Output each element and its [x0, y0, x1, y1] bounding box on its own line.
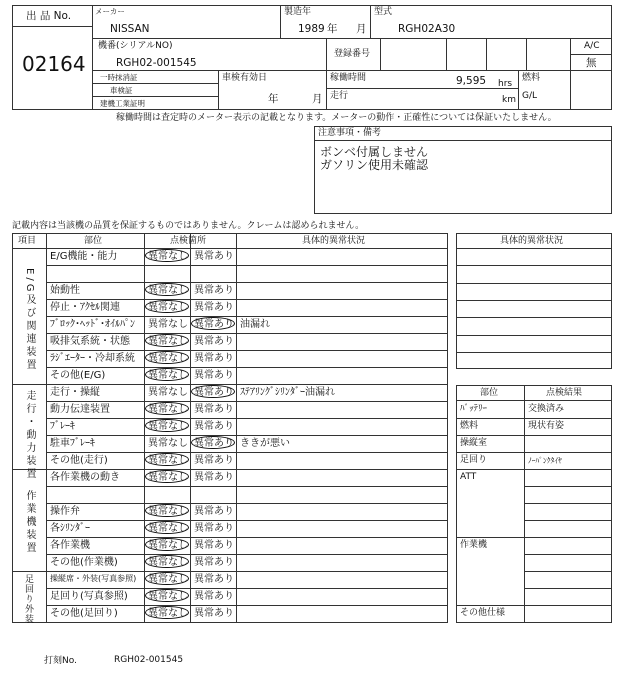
serial-value: RGH02-001545: [116, 57, 197, 69]
check-normal: 異常なし: [148, 608, 188, 619]
stamp-value: RGH02-001545: [114, 655, 184, 665]
result-part-work: 作業機: [460, 540, 488, 550]
check-normal: 異常なし: [148, 251, 188, 262]
selected-normal-mark: [145, 419, 189, 432]
section-label-work: 作業機装置: [24, 490, 35, 555]
row-part: その他(E/G): [50, 370, 106, 381]
hours-notice: 稼働時間は査定時のメーター表示の記載となります。メーターの動作・正確性については保証いたしません。: [116, 113, 557, 123]
result-part-att: ATT: [460, 472, 477, 482]
result-part-fuel: 燃料: [460, 421, 479, 431]
result-header-part: 部位: [480, 388, 499, 398]
side-detail-header: 具体的異常状況: [500, 236, 564, 246]
check-normal: 異常なし: [148, 370, 188, 381]
inspection-month-unit: 月: [312, 93, 323, 105]
result-value-undercarriage: ﾉｰﾊﾟﾝｸﾀｲﾔ: [528, 456, 562, 465]
inspection-year-unit: 年: [268, 93, 279, 105]
selected-normal-mark: [145, 470, 189, 483]
check-normal: 異常なし: [148, 285, 188, 296]
quality-notice: 記載内容は当該機の品質を保証するものではありません。クレームは認められません。: [12, 221, 365, 231]
result-value-battery: 交換済み: [528, 404, 565, 414]
check-abnormal: 異常あり: [194, 523, 234, 534]
distance-unit: km: [502, 95, 516, 105]
result-header-result: 点検結果: [546, 388, 583, 398]
check-abnormal: 異常あり: [194, 319, 234, 330]
row-detail: 油漏れ: [240, 319, 270, 330]
side-row-line: [456, 283, 612, 284]
notes-title: 注意事項・備考: [318, 128, 382, 138]
check-abnormal: 異常あり: [194, 251, 234, 262]
selected-abnormal-mark: [191, 385, 235, 398]
registration-label: 登録番号: [334, 49, 371, 59]
selected-normal-mark: [145, 589, 189, 602]
section-label-engine: E/G及び関連装置: [24, 268, 35, 373]
row-detail: ｽﾃｱﾘﾝｸﾞｼﾘﾝﾀﾞｰ油漏れ: [240, 387, 335, 398]
check-normal: 異常なし: [148, 438, 188, 449]
result-part-battery: ﾊﾞｯﾃﾘｰ: [460, 404, 488, 414]
listing-number: 02164: [22, 52, 86, 76]
check-abnormal: 異常あり: [194, 285, 234, 296]
result-part-other: その他仕様: [460, 608, 506, 618]
row-part: 停止・ｱｸｾﾙ関連: [50, 302, 120, 313]
section-label-drive: 走行・動力装置: [24, 390, 35, 481]
check-abnormal: 異常あり: [194, 404, 234, 415]
check-abnormal: 異常あり: [194, 387, 234, 398]
check-normal: 異常なし: [148, 302, 188, 313]
check-normal: 異常なし: [148, 319, 188, 330]
selected-abnormal-mark: [191, 436, 235, 449]
month-unit: 月: [356, 23, 367, 35]
check-abnormal: 異常あり: [194, 336, 234, 347]
result-part-cabin: 操縦室: [460, 438, 488, 448]
check-normal: 異常なし: [148, 540, 188, 551]
col-header-detail: 具体的異常状況: [302, 236, 366, 246]
col-header-part: 部位: [84, 236, 103, 246]
selected-normal-mark: [145, 504, 189, 517]
row-part: 動力伝達装置: [50, 404, 110, 415]
selected-normal-mark: [145, 453, 189, 466]
row-part: 吸排気系統・状態: [50, 336, 130, 347]
year-label: 製造年: [284, 7, 312, 17]
notes-line-1: ボンベ付属しません: [320, 145, 429, 159]
side-row-line: [456, 335, 612, 336]
row-part: 操作弁: [50, 506, 80, 517]
model-label: 型式: [374, 7, 393, 17]
check-abnormal: 異常あり: [194, 302, 234, 313]
check-abnormal: 異常あり: [194, 591, 234, 602]
check-normal: 異常なし: [148, 455, 188, 466]
check-abnormal: 異常あり: [194, 574, 234, 585]
check-abnormal: 異常あり: [194, 557, 234, 568]
selected-normal-mark: [145, 538, 189, 551]
maker-label: メーカー: [95, 7, 125, 16]
check-normal: 異常なし: [148, 353, 188, 364]
row-part: ﾗｼﾞｴｰﾀｰ・冷却系統: [50, 353, 135, 364]
check-normal: 異常なし: [148, 421, 188, 432]
side-row-line: [456, 317, 612, 318]
selected-normal-mark: [145, 606, 189, 619]
row-part: 始動性: [50, 285, 80, 296]
year-value: 1989: [298, 23, 325, 35]
check-normal: 異常なし: [148, 404, 188, 415]
selected-normal-mark: [145, 368, 189, 381]
row-part: その他(作業機): [50, 557, 118, 568]
fuel-value: G/L: [522, 91, 538, 101]
side-row-line: [456, 352, 612, 353]
check-normal: 異常なし: [148, 387, 188, 398]
check-normal: 異常なし: [148, 336, 188, 347]
row-part: その他(足回り): [50, 608, 118, 619]
selected-normal-mark: [145, 402, 189, 415]
row-part: 操縦席・外装(写真参照): [50, 574, 137, 583]
row-part: 各作業機の動き: [50, 472, 120, 483]
side-row-line: [456, 300, 612, 301]
check-abnormal: 異常あり: [194, 506, 234, 517]
check-abnormal: 異常あり: [194, 455, 234, 466]
fuel-label: 燃料: [522, 73, 541, 83]
row-part: 駐車ﾌﾞﾚｰｷ: [50, 438, 95, 449]
section-label-undercarriage: 足回り外装: [23, 574, 33, 624]
check-normal: 異常なし: [148, 591, 188, 602]
row-part: ﾌﾞﾛｯｸ･ﾍｯﾄﾞ･ｵｲﾙﾊﾟﾝ: [50, 319, 135, 330]
selected-normal-mark: [145, 283, 189, 296]
serial-label: 機番(シリアルNO): [98, 41, 173, 51]
check-abnormal: 異常あり: [194, 438, 234, 449]
stamp-label: 打刻No.: [44, 656, 77, 666]
selected-normal-mark: [145, 334, 189, 347]
listing-label: 出 品 No.: [26, 10, 72, 22]
row-part: ﾌﾞﾚｰｷ: [50, 421, 75, 432]
notes-line-2: ガソリン使用未確認: [320, 158, 429, 172]
vehicle-cert-label: 車検証: [110, 86, 133, 95]
year-unit: 年: [327, 23, 338, 35]
hours-value: 9,595: [456, 75, 487, 87]
selected-normal-mark: [145, 249, 189, 262]
inspection-label: 車検有効日: [222, 73, 268, 83]
check-normal: 異常なし: [148, 574, 188, 585]
temp-cert-label: 一時抹消証: [100, 73, 138, 82]
row-part: 各ｼﾘﾝﾀﾞｰ: [50, 523, 90, 534]
check-abnormal: 異常あり: [194, 472, 234, 483]
row-detail: ききが悪い: [240, 438, 290, 449]
check-abnormal: 異常あり: [194, 421, 234, 432]
work-cert-label: 建機工業証明: [100, 99, 145, 108]
row-part: 各作業機: [50, 540, 90, 551]
distance-label: 走行: [330, 91, 349, 101]
row-part: 足回り(写真参照): [50, 591, 128, 602]
selected-normal-mark: [145, 300, 189, 313]
result-part-undercarriage: 足回り: [460, 455, 488, 465]
result-value-fuel: 現状有姿: [528, 421, 565, 431]
ac-value: 無: [586, 57, 597, 69]
check-normal: 異常なし: [148, 506, 188, 517]
selected-normal-mark: [145, 555, 189, 568]
selected-abnormal-mark: [191, 317, 235, 330]
selected-normal-mark: [145, 572, 189, 585]
maker-value: NISSAN: [110, 23, 150, 35]
check-abnormal: 異常あり: [194, 608, 234, 619]
check-abnormal: 異常あり: [194, 353, 234, 364]
model-value: RGH02A30: [398, 23, 456, 35]
row-part: その他(走行): [50, 455, 108, 466]
col-header-item: 項目: [18, 236, 37, 246]
row-part: E/G機能・能力: [50, 251, 118, 262]
side-row-line: [456, 265, 612, 266]
col-header-check: 点検箇所: [170, 236, 207, 246]
ac-label: A/C: [584, 41, 600, 51]
row-part: 走行・操縦: [50, 387, 100, 398]
hours-unit: hrs: [498, 79, 513, 89]
check-normal: 異常なし: [148, 523, 188, 534]
check-normal: 異常なし: [148, 472, 188, 483]
selected-normal-mark: [145, 351, 189, 364]
check-normal: 異常なし: [148, 557, 188, 568]
hours-label: 稼働時間: [330, 73, 367, 83]
check-abnormal: 異常あり: [194, 370, 234, 381]
selected-normal-mark: [145, 521, 189, 534]
check-abnormal: 異常あり: [194, 540, 234, 551]
